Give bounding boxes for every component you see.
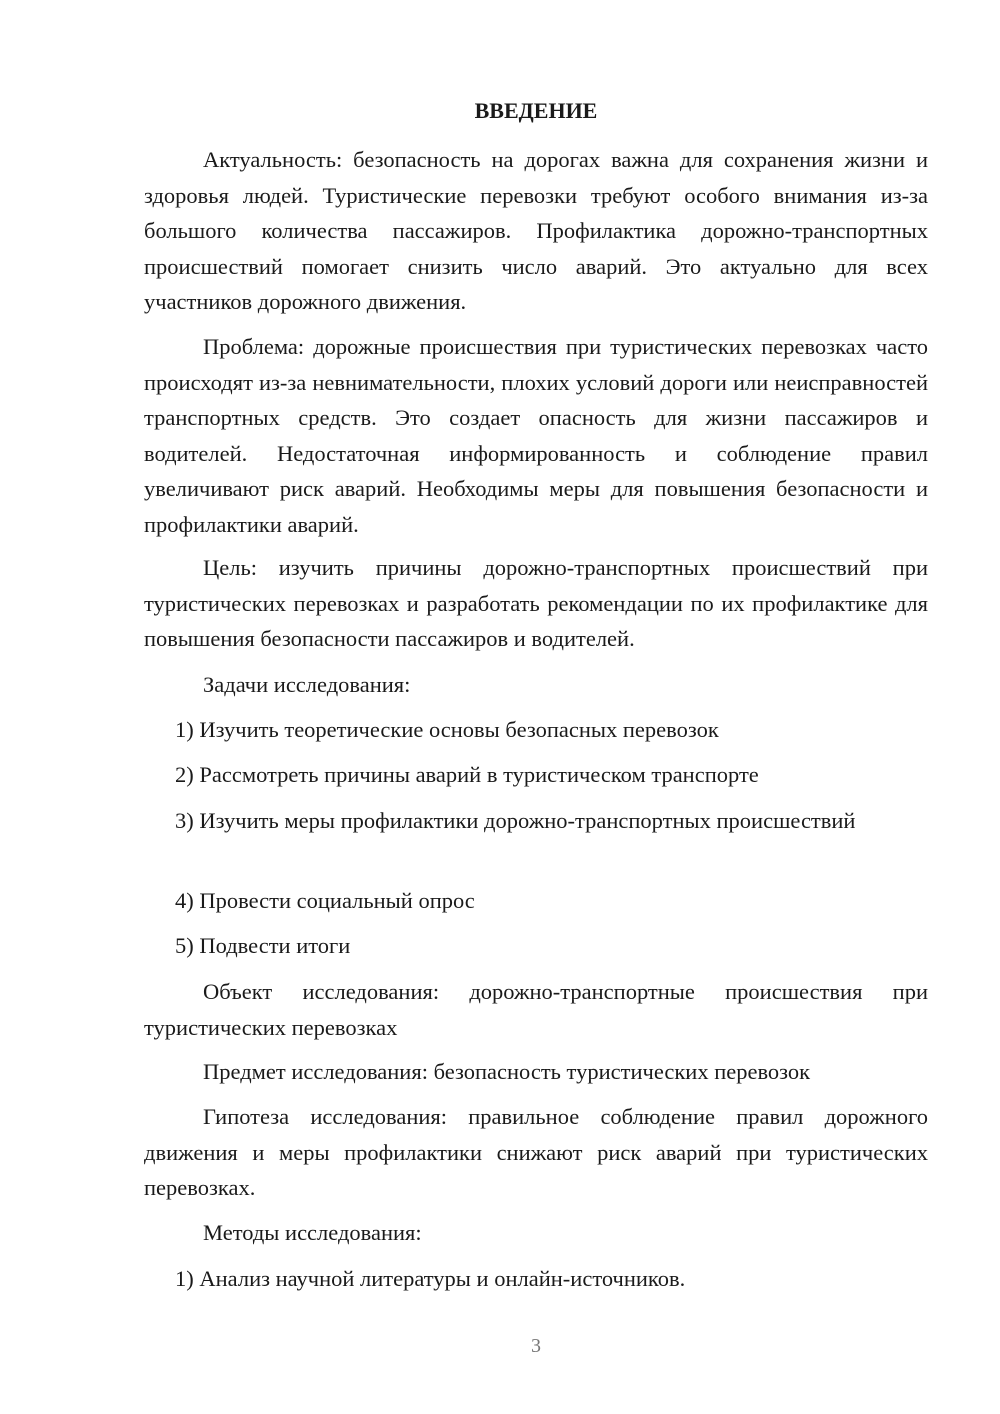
goal-paragraph: Цель: изучить причины дорожно-транспортных происшествий при туристических перевозках и разработать рекомендации по их профилактике для повышения безопасности пассажиров и водителей. bbox=[144, 555, 928, 651]
task-item: 1) Изучить теоретические основы безопасных перевозок bbox=[175, 717, 719, 742]
page-number: 3 bbox=[531, 1335, 541, 1357]
methods-heading: Методы исследования: bbox=[203, 1220, 422, 1245]
task-item: 2) Рассмотреть причины аварий в туристическом транспорте bbox=[175, 762, 759, 787]
task-item: 5) Подвести итоги bbox=[175, 933, 351, 958]
tasks-heading: Задачи исследования: bbox=[203, 672, 411, 697]
method-item: 1) Анализ научной литературы и онлайн-источников. bbox=[175, 1266, 686, 1291]
problem-paragraph: Проблема: дорожные происшествия при туристических перевозках часто происходят из-за невнимательности, плохих условий дороги или неисправностей транспортных средств. Это создает опасность для жизни пассажиров и водителей. Недостаточная информированность и соблюдение правил увеличивают риск аварий. Необходимы меры для повышения безопасности и профилактики аварий. bbox=[144, 334, 928, 537]
subject-paragraph: Предмет исследования: безопасность туристических перевозок bbox=[203, 1059, 811, 1084]
hypothesis-paragraph: Гипотеза исследования: правильное соблюдение правил дорожного движения и меры профилактики снижают риск аварий при туристических перевозках. bbox=[144, 1104, 928, 1200]
page-title: ВВЕДЕНИЕ bbox=[474, 98, 598, 123]
relevance-paragraph: Актуальность: безопасность на дорогах важна для сохранения жизни и здоровья людей. Туристические перевозки требуют особого внимания из-за большого количества пассажиров. Профилактика дорожно-транспортных происшествий помогает снизить число аварий. Это актуально для всех участников дорожного движения. bbox=[144, 147, 928, 314]
object-paragraph: Объект исследования: дорожно-транспортные происшествия при туристических перевозках bbox=[144, 979, 928, 1040]
task-item: 4) Провести социальный опрос bbox=[175, 888, 475, 913]
task-item: 3) Изучить меры профилактики дорожно-транспортных происшествий bbox=[175, 808, 856, 833]
